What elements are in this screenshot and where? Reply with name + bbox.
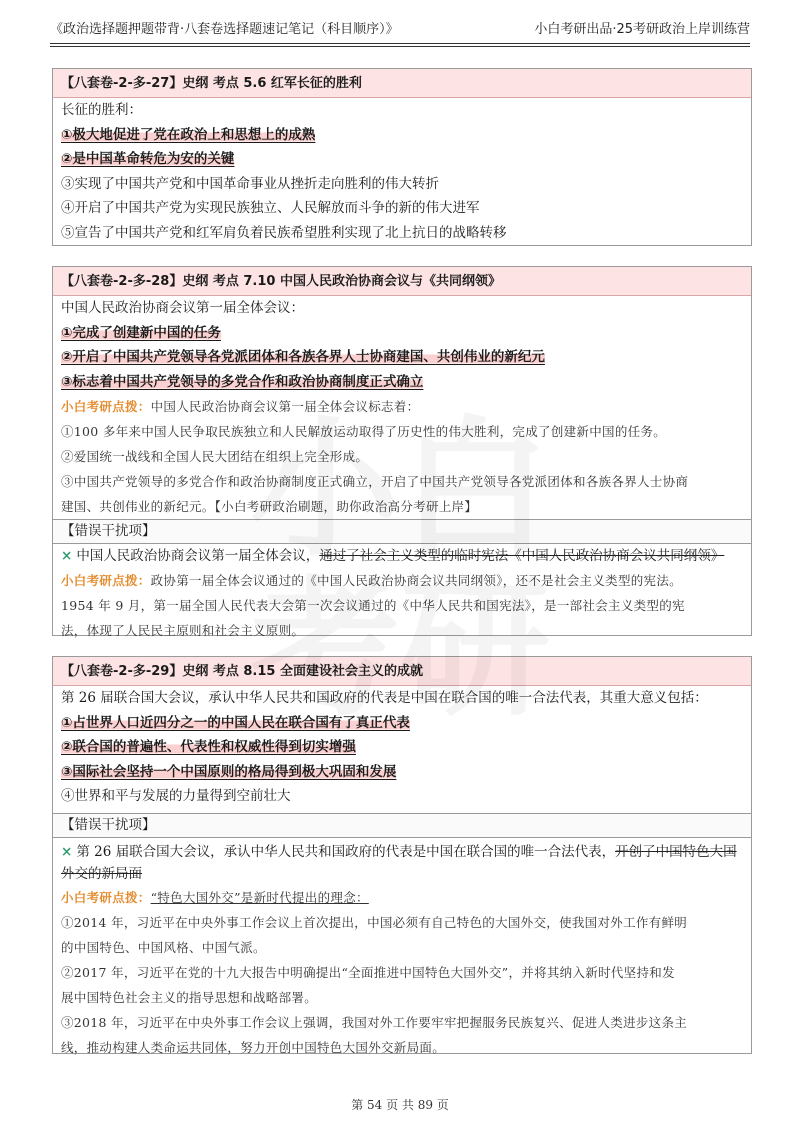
header-rule-thin — [50, 46, 750, 47]
cross-icon: × — [61, 548, 73, 564]
page-footer: 第 54 页 共 89 页 — [351, 1098, 449, 1112]
tip-line: 建国、共创伟业的新纪元。【小白考研政治刷题，助你政治高分考研上岸】 — [61, 499, 478, 514]
correct-option: ①极大地促进了党在政治上和思想上的成熟 — [61, 126, 316, 143]
distractor-heading: 【错误干扰项】 — [53, 813, 751, 838]
card-title: 【八套卷-2-多-28】史纲 考点 7.10 中国人民政治协商会议与《共同纲领》 — [53, 267, 751, 296]
tip-line: ③中国共产党领导的多党合作和政治协商制度正式确立，开启了中国共产党领导各党派团体和各族各界人士协商 — [61, 474, 689, 489]
card-intro: 中国人民政治协商会议第一届全体会议： — [61, 300, 304, 316]
tip-line: 1954 年 9 月，第一届全国人民代表大会第一次会议通过的《中华人民共和国宪法》，是一部社会主义类型的宪 — [61, 598, 685, 613]
card-29 — [52, 656, 752, 1054]
tip-line: 线，推动构建人类命运共同体，努力开创中国特色大国外交新局面。 — [61, 1039, 446, 1055]
tip-line: 法，体现了人民民主原则和社会主义原则。 — [61, 623, 305, 638]
option: ④开启了中国共产党为实现民族独立、人民解放而斗争的新的伟大进军 — [61, 200, 480, 216]
card-title: 【八套卷-2-多-27】史纲 考点 5.6 红军长征的胜利 — [53, 69, 751, 98]
option: ⑤宣告了中国共产党和红军肩负着民族希望胜利实现了北上抗日的战略转移 — [61, 224, 507, 241]
header-right-title: 小白考研出品·25考研政治上岸训练营 — [534, 22, 750, 37]
distractor-item: × 中国人民政治协商会议第一届全体会议，通过了社会主义类型的临时宪法《中国人民政治协商会议共同纲领》 — [61, 548, 725, 564]
card-intro: 第 26 届联合国大会议，承认中华人民共和国政府的代表是中国在联合国的唯一合法代表，其重大意义包括： — [61, 690, 708, 706]
tip-line: ①100 多年来中国人民争取民族独立和人民解放运动取得了历史性的伟大胜利，完成了创建新中国的任务。 — [61, 424, 667, 439]
correct-option: ①完成了创建新中国的任务 — [61, 324, 221, 341]
correct-option: ②开启了中国共产党领导各党派团体和各族各界人士协商建国、共创伟业的新纪元 — [61, 349, 545, 365]
option: ③实现了中国共产党和中国革命事业从挫折走向胜利的伟大转折 — [61, 175, 439, 192]
card-27 — [52, 68, 752, 246]
tip-line: 小白考研点拨：政协第一届全体会议通过的《中国人民政治协商会议共同纲领》，还不是社会主义类型的宪法。 — [61, 573, 682, 588]
tip-line: ②爱国统一战线和全国人民大团结在组织上完全形成。 — [61, 449, 369, 464]
correct-option: ②联合国的普遍性、代表性和权威性得到切实增强 — [61, 739, 356, 755]
correct-option: ②是中国革命转危为安的关键 — [61, 151, 235, 167]
correct-option: ③标志着中国共产党领导的多党合作和政治协商制度正式确立 — [61, 373, 424, 390]
tip-line: 展中国特色社会主义的指导思想和战略部署。 — [61, 989, 318, 1005]
tip-line: ③2018 年，习近平在中央外事工作会议上强调，我国对外工作要牢牢把握服务民族复兴、促进人类进步这条主 — [61, 1014, 688, 1030]
tip-heading: 小白考研点拨：“特色大国外交”是新时代提出的理念： — [61, 889, 369, 905]
correct-option: ①占世界人口近四分之一的中国人民在联合国有了真正代表 — [61, 714, 410, 731]
header-rule — [50, 43, 750, 44]
card-title: 【八套卷-2-多-29】史纲 考点 8.15 全面建设社会主义的成就 — [53, 657, 751, 686]
correct-option: ③国际社会坚持一个中国原则的格局得到极大巩固和发展 — [61, 763, 397, 780]
tip-line: ②2017 年，习近平在党的十九大报告中明确提出“全面推进中国特色大国外交”，并将其纳入新时代坚持和发 — [61, 964, 675, 980]
page-header — [50, 18, 750, 40]
distractor-item: × 第 26 届联合国大会议，承认中华人民共和国政府的代表是中国在联合国的唯一合法代表，开创了中国特色大国外交的新局面 — [61, 843, 737, 882]
option: ④世界和平与发展的力量得到空前壮大 — [61, 788, 291, 804]
tip-heading: 小白考研点拨：中国人民政治协商会议第一届全体会议标志着： — [61, 399, 420, 414]
tip-line: ①2014 年，习近平在中央外事工作会议上首次提出，中国必须有自己特色的大国外交，使我国对外工作有鲜明 — [61, 914, 688, 930]
distractor-heading: 【错误干扰项】 — [53, 519, 751, 544]
cross-icon: × — [61, 843, 73, 860]
tip-line: 的中国特色、中国风格、中国气派。 — [61, 939, 266, 955]
card-intro: 长征的胜利： — [61, 102, 142, 118]
card-28 — [52, 266, 752, 636]
header-left-title: 《政治选择题押题带背·八套卷选择题速记笔记（科目顺序）》 — [50, 22, 399, 37]
